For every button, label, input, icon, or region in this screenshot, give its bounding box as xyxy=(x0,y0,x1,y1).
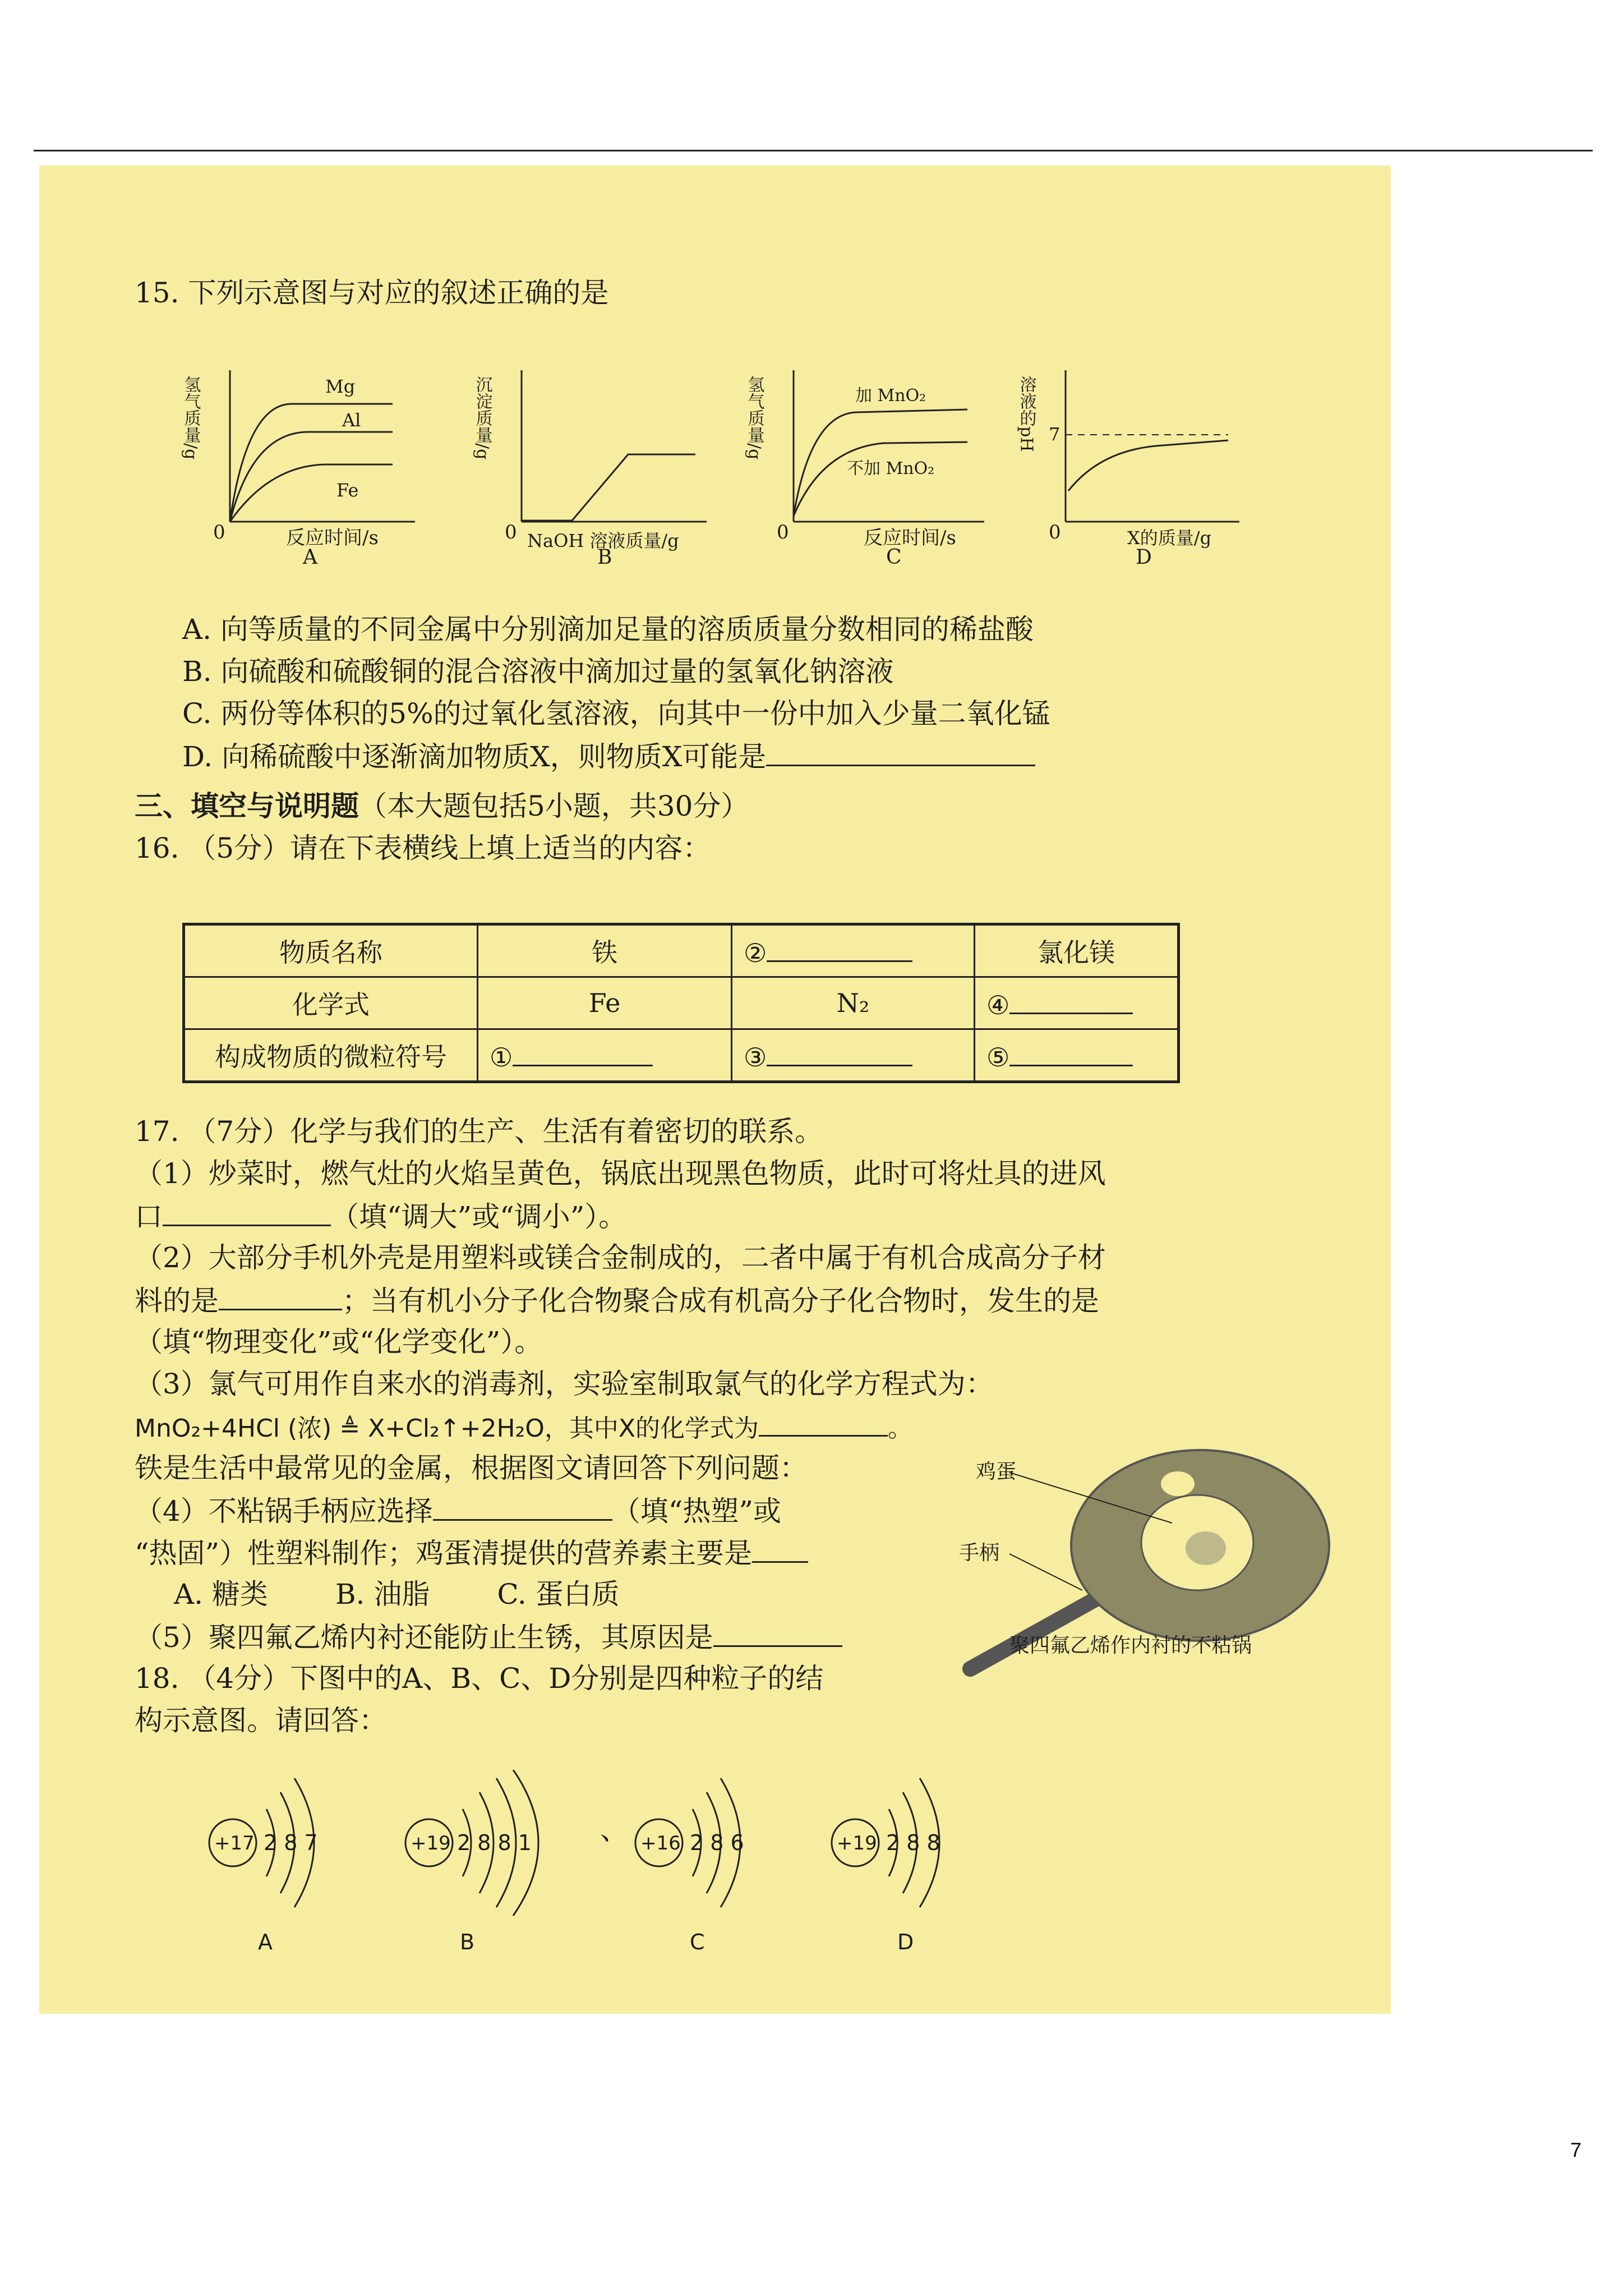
q15-answer-blank[interactable] xyxy=(766,738,1035,766)
q15-option-d xyxy=(182,738,1035,775)
atom-c-shells: 2 8 6 xyxy=(690,1830,744,1855)
atom-d-nucleus: +19 xyxy=(837,1832,877,1855)
q17-text: （填“调大”或“调小”）。 xyxy=(331,1200,627,1233)
egg-label: 鸡蛋 xyxy=(976,1460,1017,1483)
q17-iron-intro: 铁是生活中最常见的金属，根据图文请回答下列问题： xyxy=(135,1452,808,1484)
q17-text: （填“热塑”或 xyxy=(612,1495,781,1527)
atom-a-shells: 2 8 7 xyxy=(264,1830,318,1855)
q17-equation-text: MnO₂+4HCl (浓) ≜ X+Cl₂↑+2H₂O，其中X的化学式为 xyxy=(135,1414,759,1443)
chart-a-xlabel: 反应时间/s xyxy=(286,527,379,549)
table-row xyxy=(184,924,1179,977)
table-row xyxy=(184,977,1179,1029)
q18-stem-1: 18. （4分）下图中的A、B、C、D分别是四种粒子的结 xyxy=(135,1662,824,1695)
chart-b-ylabel: 沉淀质量/g xyxy=(472,376,492,460)
q17-text: （4）不粘锅手柄应选择 xyxy=(135,1495,433,1527)
q17-text: ；当有机小分子化合物聚合成有机高分子化合物时，发生的是 xyxy=(342,1285,1099,1317)
chart-d-ylabel: 溶液的pH xyxy=(1016,376,1036,452)
chart-c xyxy=(743,353,1012,567)
chart-b-series xyxy=(522,454,695,521)
q17-part4-cont xyxy=(135,1534,808,1571)
atom-b-shells: 2 8 8 1 xyxy=(457,1830,532,1855)
egg-yolk xyxy=(1186,1531,1226,1565)
chart-a xyxy=(179,353,449,567)
atom-d xyxy=(813,1770,1038,1955)
chart-c-origin: 0 xyxy=(777,521,789,544)
chart-c-legend-with: 加 MnO₂ xyxy=(855,386,926,406)
chart-a-legend-al: Al xyxy=(342,409,361,431)
chart-b-panel-label: B xyxy=(597,546,612,567)
chart-d xyxy=(1015,353,1262,567)
q17-blank-4[interactable] xyxy=(433,1492,612,1521)
scanned-page xyxy=(39,165,1391,2014)
q15-option-b: B. 向硫酸和硫酸铜的混合溶液中滴加过量的氢氧化钠溶液 xyxy=(182,655,894,688)
atom-c xyxy=(617,1770,830,1955)
atom-a-nucleus: +17 xyxy=(214,1832,255,1855)
q17-part3: （3）氯气可用作自来水的消毒剂，实验室制取氯气的化学方程式为： xyxy=(135,1368,994,1400)
table-cell: N₂ xyxy=(732,977,975,1029)
chart-c-panel-label: C xyxy=(886,546,902,567)
q17-stem: 17. （7分）化学与我们的生产、生活有着密切的联系。 xyxy=(135,1115,823,1148)
table-cell: 构成物质的微粒符号 xyxy=(184,1029,478,1082)
chart-a-series-al xyxy=(230,432,393,522)
atom-b-nucleus: +19 xyxy=(411,1832,451,1855)
q17-part1-cont xyxy=(135,1198,626,1235)
chart-c-series-without-mno2 xyxy=(794,442,967,516)
q17-part2: （2）大部分手机外壳是用塑料或镁合金制成的，二者中属于有机合成高分子材 xyxy=(135,1241,1106,1274)
chart-a-panel-label: A xyxy=(303,546,317,567)
q17-text: “热固”）性塑料制作；鸡蛋清提供的营养素主要是 xyxy=(135,1537,753,1570)
table-cell[interactable] xyxy=(975,977,1179,1029)
table-cell: 物质名称 xyxy=(184,924,478,977)
blank-number: ① xyxy=(490,1042,513,1073)
blank-number: ⑤ xyxy=(986,1042,1010,1073)
q18-stem-2: 构示意图。请回答： xyxy=(135,1704,387,1737)
chart-a-legend-mg: Mg xyxy=(325,376,356,397)
q17-text: 料的是 xyxy=(135,1285,219,1317)
section3-note: （本大题包括5小题，共30分） xyxy=(359,790,749,822)
chart-d-tick-7: 7 xyxy=(1049,424,1061,445)
chart-b-origin: 0 xyxy=(505,521,517,544)
q15-stem: 15. 下列示意图与对应的叙述正确的是 xyxy=(135,277,609,309)
table-cell[interactable] xyxy=(732,1029,975,1082)
table-cell: 化学式 xyxy=(184,977,478,1029)
table-cell: 铁 xyxy=(478,924,732,977)
q17-blank-2[interactable] xyxy=(219,1282,342,1310)
q17-part5 xyxy=(135,1618,842,1655)
chart-b xyxy=(471,353,723,567)
atom-a-label: A xyxy=(258,1930,273,1954)
atom-separator: 、 xyxy=(600,1814,628,1846)
chart-c-xlabel: 反应时间/s xyxy=(864,527,956,549)
q17-part2-end: （填“物理变化”或“化学变化”）。 xyxy=(135,1326,543,1358)
table-cell: 氯化镁 xyxy=(975,924,1179,977)
chart-b-xlabel: NaOH 溶液质量/g xyxy=(527,530,679,551)
atom-b-label: B xyxy=(460,1930,475,1954)
table-row xyxy=(184,1029,1179,1082)
q17-part4 xyxy=(135,1492,781,1529)
chart-a-legend-fe: Fe xyxy=(336,480,359,501)
q15-option-c: C. 两份等体积的5%的过氧化氢溶液，向其中一份中加入少量二氧化锰 xyxy=(182,697,1050,730)
chart-a-ylabel: 氢气质量/g xyxy=(181,376,201,460)
section3-title: 三、填空与说明题 xyxy=(135,789,359,822)
q17-choice-b: B. 油脂 xyxy=(335,1578,430,1611)
chart-d-panel-label: D xyxy=(1136,546,1152,567)
chart-d-xlabel: X的质量/g xyxy=(1127,527,1212,549)
chart-d-origin: 0 xyxy=(1049,521,1061,544)
q16-stem: 16. （5分）请在下表横线上填上适当的内容： xyxy=(135,832,711,864)
q17-part4-choices xyxy=(174,1576,620,1612)
handle-label: 手柄 xyxy=(959,1542,1000,1565)
blank-number: ② xyxy=(744,938,767,968)
blank-number: ④ xyxy=(986,990,1010,1020)
atom-c-nucleus: +16 xyxy=(640,1832,681,1855)
q15-option-a: A. 向等质量的不同金属中分别滴加足量的溶质质量分数相同的稀盐酸 xyxy=(182,613,1034,646)
table-cell[interactable] xyxy=(732,924,975,977)
q17-choice-c: C. 蛋白质 xyxy=(497,1578,620,1611)
chart-c-legend-without: 不加 MnO₂ xyxy=(847,459,935,478)
q17-choice-a: A. 糖类 xyxy=(174,1578,268,1611)
pan-caption: 聚四氟乙烯作内衬的不粘锅 xyxy=(1009,1634,1252,1657)
atom-c-label: C xyxy=(690,1930,705,1954)
q15-option-d-text: D. 向稀硫酸中逐渐滴加物质X，则物质X可能是 xyxy=(182,740,767,773)
chart-a-origin: 0 xyxy=(213,521,225,544)
q17-blank-5[interactable] xyxy=(752,1534,808,1563)
atom-d-shells: 2 8 8 xyxy=(886,1830,940,1855)
q16-table xyxy=(182,923,1180,1083)
q17-text: 口 xyxy=(135,1200,163,1233)
q17-text: （5）聚四氟乙烯内衬还能防止生锈，其原因是 xyxy=(135,1621,713,1654)
q17-blank-1[interactable] xyxy=(163,1198,331,1226)
atom-d-label: D xyxy=(897,1930,914,1954)
q17-blank-3[interactable] xyxy=(759,1408,888,1437)
q17-part2-cont xyxy=(135,1282,1099,1319)
q17-blank-6[interactable] xyxy=(713,1618,842,1647)
atom-a xyxy=(191,1770,404,1955)
blank-number: ③ xyxy=(744,1042,767,1073)
section3-heading xyxy=(135,788,749,824)
chart-c-ylabel: 氢气质量/g xyxy=(744,376,764,460)
q17-part1: （1）炒菜时，燃气灶的火焰呈黄色，锅底出现黑色物质，此时可将灶具的进风 xyxy=(135,1157,1106,1190)
chart-a-series-fe xyxy=(230,464,393,522)
atom-b xyxy=(387,1770,611,1955)
egg-highlight xyxy=(1161,1471,1195,1496)
q17-text: 。 xyxy=(888,1414,912,1443)
table-cell: Fe xyxy=(478,977,732,1029)
header-rule xyxy=(34,150,1593,151)
chart-d-series xyxy=(1068,440,1228,491)
q17-equation xyxy=(135,1408,912,1447)
page-number: 7 xyxy=(1570,2138,1582,2161)
table-cell[interactable] xyxy=(975,1029,1179,1082)
table-cell[interactable] xyxy=(478,1029,732,1082)
